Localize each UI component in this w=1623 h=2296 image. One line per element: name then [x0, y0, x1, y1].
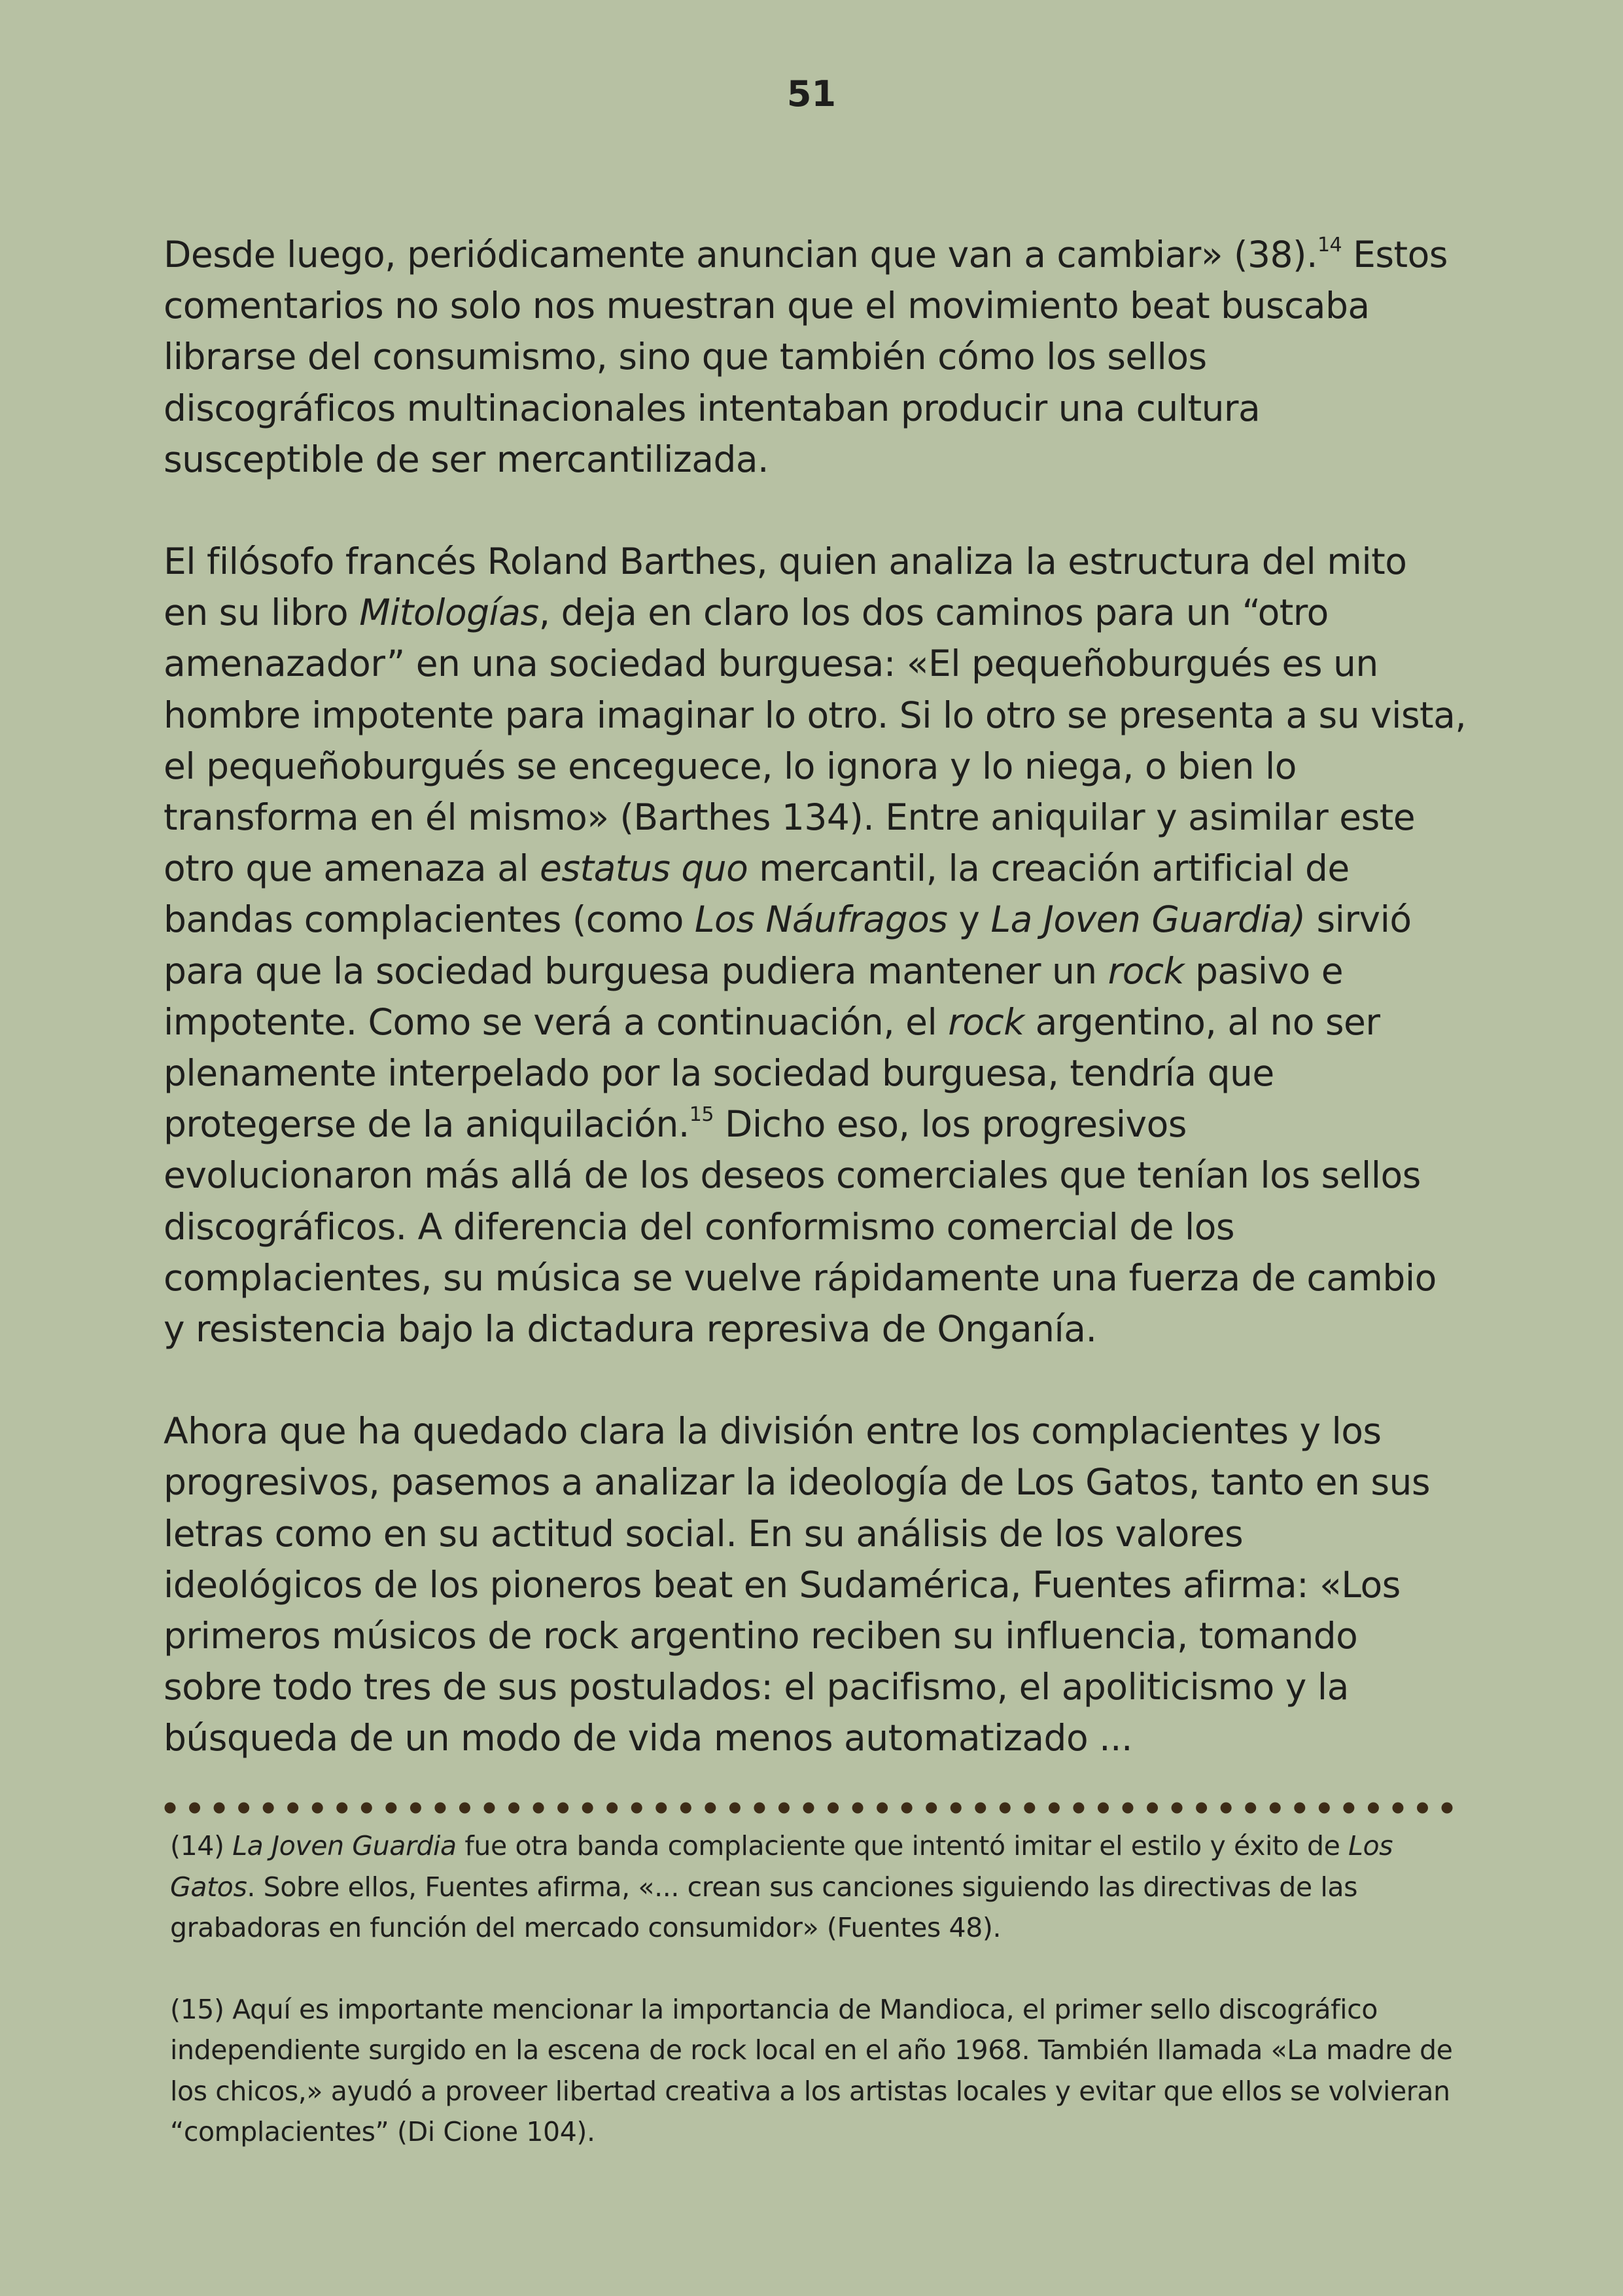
divider-dot [312, 1803, 323, 1814]
text-line [164, 1201, 1462, 1252]
footnote [170, 1989, 1462, 2153]
divider-dot [926, 1803, 937, 1814]
text-run: hombre impotente para imaginar lo otro. Si lo otro se presenta a su vista, [164, 694, 1467, 736]
footnote-line [170, 2111, 1462, 2153]
text-run: pasivo e [1184, 949, 1344, 992]
divider-dot [975, 1803, 986, 1814]
text-run: primeros músicos de rock argentino reciben su influencia, tomando [164, 1615, 1358, 1657]
divider-dot [508, 1803, 519, 1814]
text-line [164, 1405, 1462, 1457]
divider-dot [238, 1803, 249, 1814]
divider-dot [877, 1803, 888, 1814]
text-run: otro que amenaza al [164, 847, 540, 890]
divider-dot [951, 1803, 962, 1814]
divider-dot [1294, 1803, 1305, 1814]
footnote-line [170, 1867, 1462, 1908]
body-paragraph [164, 536, 1467, 1354]
text-run: comentarios no solo nos muestran que el movimiento beat buscaba [164, 285, 1370, 327]
divider-dot [1123, 1803, 1134, 1814]
divider-dot [434, 1803, 445, 1814]
text-run: mercantil, la creación artificial de [748, 847, 1350, 890]
divider-dot [754, 1803, 765, 1814]
divider-dot [655, 1803, 667, 1814]
divider-dot [1245, 1803, 1256, 1814]
text-run: Ahora que ha quedado clara la división entre los complacientes y los [164, 1410, 1382, 1453]
text-line [164, 1610, 1462, 1661]
divider-dot [1000, 1803, 1011, 1814]
text-run: susceptible de ser mercantilizada. [164, 438, 769, 480]
text-run: (15) Aquí es importante mencionar la importancia de Mandioca, el primer sello discográfico [170, 1993, 1378, 2025]
divider-dot [189, 1803, 200, 1814]
divider-dot [459, 1803, 470, 1814]
divider-dot [852, 1803, 864, 1814]
text-line [164, 1508, 1462, 1559]
text-line [164, 383, 1462, 434]
text-run: complacientes, su música se vuelve rápidamente una fuerza de cambio [164, 1256, 1437, 1299]
italic-text: La Joven Guardia) [990, 898, 1306, 941]
divider-dot [828, 1803, 839, 1814]
text-line [164, 536, 1462, 587]
divider-dot [1024, 1803, 1035, 1814]
text-run: sirvió [1305, 898, 1412, 941]
footnotes [170, 1826, 1462, 2153]
italic-text: Mitologías [359, 592, 539, 634]
text-run: evolucionaron más allá de los deseos comerciales que tenían los sellos [164, 1154, 1421, 1197]
text-run: impotente. Como se verá a continuación, el [164, 1000, 949, 1043]
divider-dot [1073, 1803, 1084, 1814]
text-run: grabadoras en función del mercado consumidor» (Fuentes 48). [170, 1912, 1002, 1943]
text-line [164, 1048, 1462, 1099]
divider-dot [631, 1803, 642, 1814]
text-run: ideológicos de los pioneros beat en Sudamérica, Fuentes afirma: «Los [164, 1563, 1401, 1606]
divider-dot [214, 1803, 225, 1814]
text-run: sobre todo tres de sus postulados: el pacifismo, el apoliticismo y la [164, 1666, 1349, 1708]
italic-text: rock [948, 1000, 1024, 1043]
divider-dot [263, 1803, 274, 1814]
divider-dot [1172, 1803, 1183, 1814]
text-run: librarse del consumismo, sino que también cómo los sellos [164, 336, 1207, 378]
divider-dot [287, 1803, 298, 1814]
divider-dot [336, 1803, 347, 1814]
footnote-line [170, 1989, 1462, 2030]
text-run: “complacientes” (Di Cione 104). [170, 2116, 595, 2147]
divider-dot [1417, 1803, 1428, 1814]
divider-dot [385, 1803, 396, 1814]
text-line [164, 1150, 1462, 1201]
footnote [170, 1826, 1462, 1949]
text-run: y resistencia bajo la dictadura represiva de Onganía. [164, 1308, 1097, 1351]
text-line [164, 331, 1462, 382]
text-run: letras como en su actitud social. En su análisis de los valores [164, 1512, 1244, 1555]
text-line [164, 1303, 1462, 1354]
body-paragraph [164, 1405, 1462, 1763]
divider-dot [533, 1803, 544, 1814]
text-line [164, 434, 1462, 485]
italic-text: rock [1108, 949, 1185, 992]
divider-dot [582, 1803, 593, 1814]
divider-dot [705, 1803, 716, 1814]
text-run: amenazador” en una sociedad burguesa: «El pequeñoburgués es un [164, 643, 1378, 685]
divider-dot [901, 1803, 913, 1814]
italic-text: La Joven Guardia [232, 1830, 457, 1862]
text-run: en su libro [164, 592, 360, 634]
divider-dot [606, 1803, 618, 1814]
text-run: el pequeñoburgués se enceguece, lo ignora y lo niega, o bien lo [164, 745, 1297, 787]
text-line [164, 587, 1462, 638]
text-line [164, 1457, 1462, 1508]
body-text [164, 229, 1467, 1764]
text-run: discográficos multinacionales intentaban producir una cultura [164, 387, 1261, 429]
divider-dot [1196, 1803, 1207, 1814]
text-line [164, 1099, 1462, 1150]
footnote-divider [164, 1800, 1472, 1816]
text-run: búsqueda de un modo de vida menos automatizado ... [164, 1717, 1133, 1759]
text-line [164, 1661, 1462, 1712]
italic-text: Gatos [170, 1871, 247, 1903]
divider-dot [1147, 1803, 1158, 1814]
text-line [164, 229, 1462, 280]
divider-dot [1343, 1803, 1354, 1814]
divider-dot [165, 1803, 176, 1814]
text-run: , deja en claro los dos caminos para un “otro [538, 592, 1329, 634]
footnote-line [170, 2030, 1462, 2071]
text-run: progresivos, pasemos a analizar la ideología de Los Gatos, tanto en sus [164, 1461, 1431, 1504]
text-line [164, 1712, 1462, 1763]
text-run: Dicho eso, los progresivos [713, 1103, 1187, 1146]
text-run: . Sobre ellos, Fuentes afirma, «... crean sus canciones siguiendo las directivas de las [247, 1871, 1358, 1903]
text-line [164, 843, 1462, 894]
text-line [164, 1559, 1462, 1610]
text-run: Desde luego, periódicamente anuncian que van a cambiar» (38). [164, 234, 1318, 275]
divider-dot [484, 1803, 495, 1814]
divider-dot [680, 1803, 691, 1814]
footnote-reference: 15 [689, 1103, 714, 1127]
text-run: y [947, 898, 991, 941]
text-run: argentino, al no ser [1024, 1000, 1380, 1043]
text-run: plenamente interpelado por la sociedad burguesa, tendría que [164, 1052, 1274, 1095]
divider-dot [1098, 1803, 1109, 1814]
text-line [164, 792, 1462, 843]
body-paragraph [164, 229, 1462, 485]
text-run: bandas complacientes (como [164, 898, 695, 941]
footnote-line [170, 2071, 1462, 2112]
text-run: fue otra banda complaciente que intentó imitar el estilo y éxito de [456, 1830, 1349, 1862]
text-line [164, 280, 1462, 331]
text-run: protegerse de la aniquilación. [164, 1103, 689, 1146]
text-line [164, 638, 1462, 689]
text-run: (14) [170, 1830, 233, 1862]
divider-dot [729, 1803, 741, 1814]
text-line [164, 945, 1462, 997]
text-line [164, 997, 1462, 1048]
divider-dot [803, 1803, 814, 1814]
text-run: discográficos. A diferencia del conformismo comercial de los [164, 1205, 1235, 1248]
divider-dot [778, 1803, 790, 1814]
text-run: El filósofo francés Roland Barthes, quien analiza la estructura del mito [164, 540, 1407, 583]
footnote-reference: 14 [1317, 234, 1342, 256]
italic-text: Los [1348, 1830, 1393, 1862]
page-number: 51 [786, 73, 837, 115]
divider-dot [557, 1803, 568, 1814]
footnote-line [170, 1826, 1462, 1867]
text-run: para que la sociedad burguesa pudiera mantener un [164, 949, 1108, 992]
divider-dot [410, 1803, 421, 1814]
text-run: Estos [1342, 234, 1448, 275]
text-run: independiente surgido en la escena de rock local en el año 1968. También llamada «La madre de [170, 2034, 1453, 2066]
italic-text: Los Náufragos [694, 898, 948, 941]
text-run: transforma en él mismo» (Barthes 134). Entre aniquilar y asimilar este [164, 796, 1416, 839]
divider-dot [1368, 1803, 1379, 1814]
divider-dot [1049, 1803, 1060, 1814]
divider-dot [1442, 1803, 1453, 1814]
text-line [164, 690, 1467, 741]
divider-dot [1392, 1803, 1403, 1814]
italic-text: estatus quo [540, 847, 748, 890]
text-line [164, 1252, 1462, 1303]
footnote-line [170, 1907, 1462, 1949]
divider-dot [1221, 1803, 1232, 1814]
text-line [164, 741, 1462, 792]
divider-dot [361, 1803, 372, 1814]
divider-dot [1270, 1803, 1281, 1814]
divider-dot [1319, 1803, 1330, 1814]
text-run: los chicos,» ayudó a proveer libertad creativa a los artistas locales y evitar que ellos se volvieran [170, 2075, 1450, 2107]
text-line [164, 894, 1462, 945]
